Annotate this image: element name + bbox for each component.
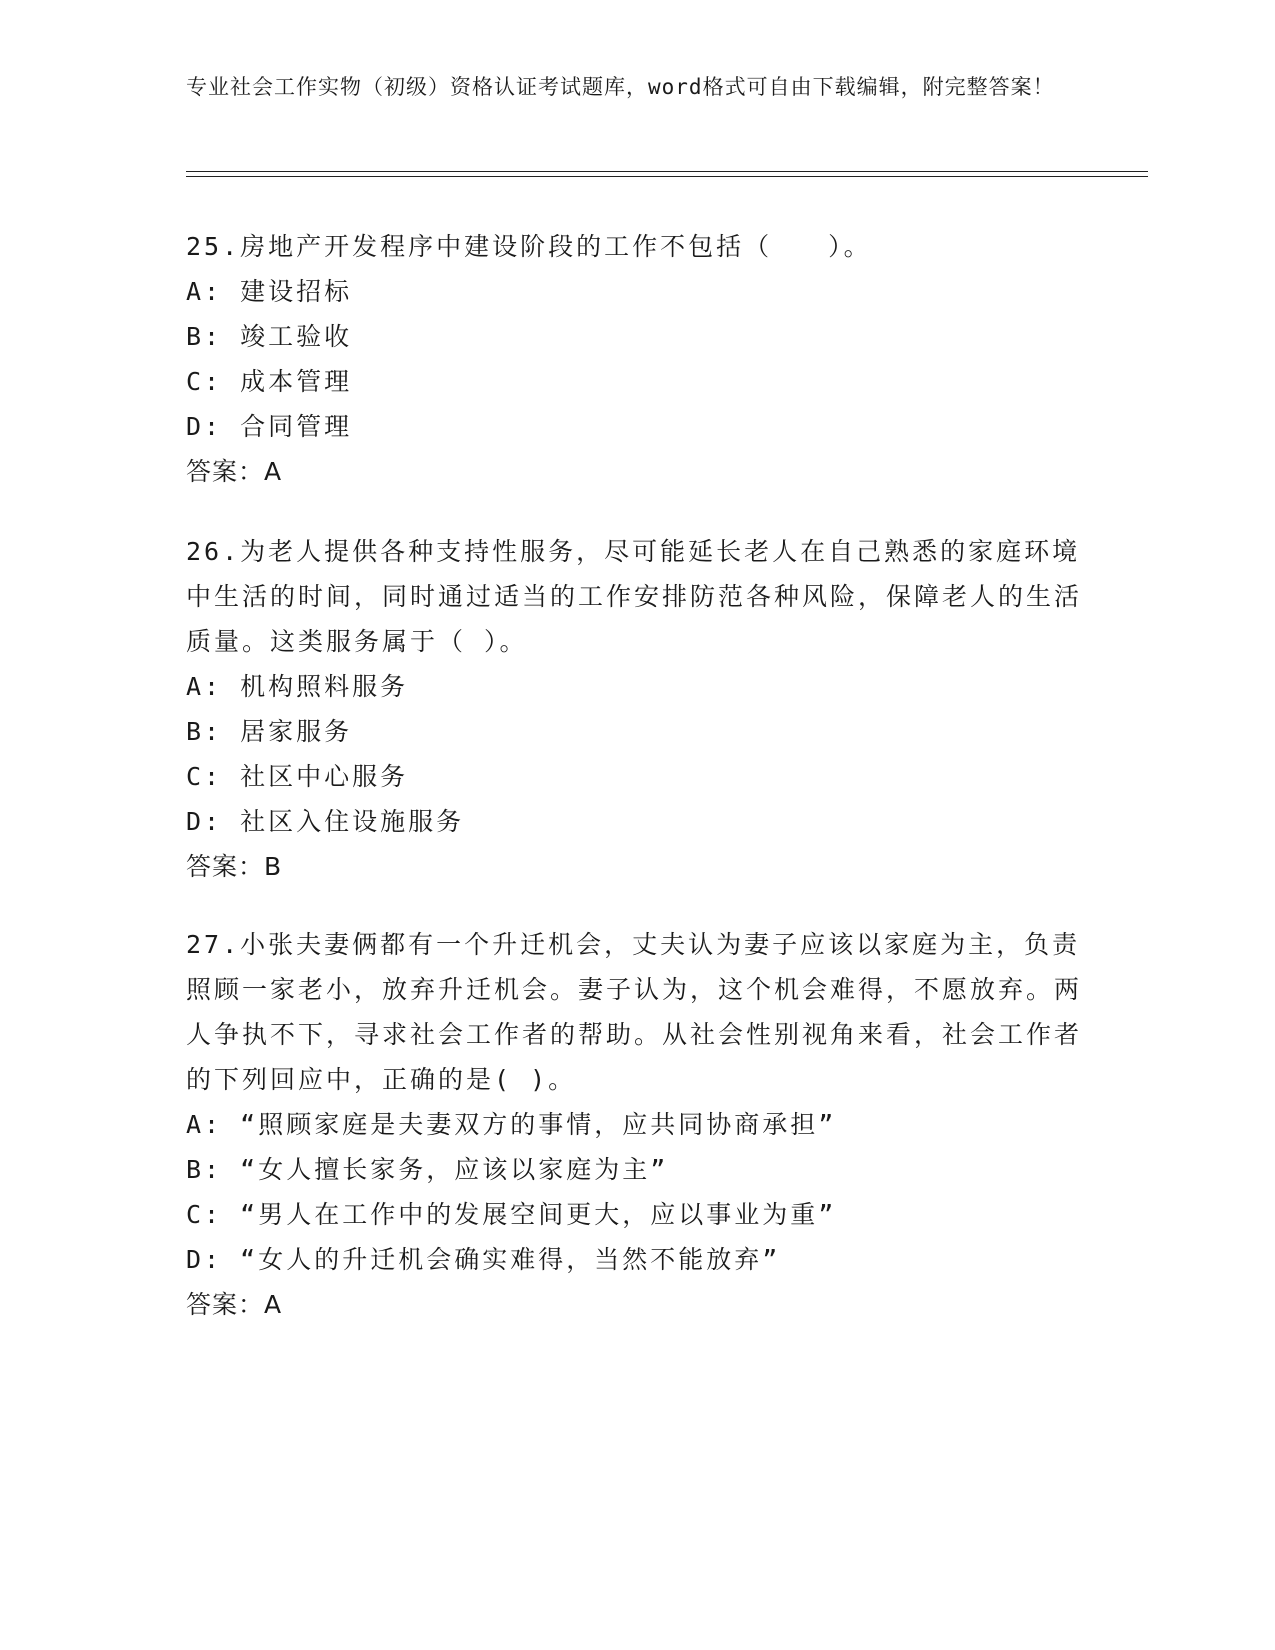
question-stem: 25.房地产开发程序中建设阶段的工作不包括（ ）。 <box>186 232 872 261</box>
option-a: A: 建设招标 <box>186 277 353 306</box>
answer: 答案：A <box>186 1290 283 1319</box>
option-a: A: 机构照料服务 <box>186 672 409 701</box>
option-d: D: 社区入住设施服务 <box>186 807 465 836</box>
option-d: D: “女人的升迁机会确实难得，当然不能放弃” <box>186 1245 781 1274</box>
option-c: C: 社区中心服务 <box>186 762 409 791</box>
header-rule-top <box>186 171 1148 172</box>
option-d: D: 合同管理 <box>186 412 353 441</box>
question-stem: 26.为老人提供各种支持性服务，尽可能延长老人在自己熟悉的家庭环境中生活的时间，同时通过适当的工作安排防范各种风险，保障老人的生活质量。这类服务属于（ ）。 <box>186 537 1083 656</box>
question-25 <box>186 224 1086 494</box>
answer: 答案：A <box>186 457 283 486</box>
header-rule-bottom <box>186 176 1148 177</box>
option-c: C: 成本管理 <box>186 367 353 396</box>
question-stem: 27.小张夫妻俩都有一个升迁机会，丈夫认为妻子应该以家庭为主，负责照顾一家老小，放弃升迁机会。妻子认为，这个机会难得，不愿放弃。两人争执不下，寻求社会工作者的帮助。从社会性别视角来看，社会工作者的下列回应中，正确的是( )。 <box>186 930 1083 1094</box>
document-header: 专业社会工作实物（初级）资格认证考试题库，word格式可自由下载编辑，附完整答案！ <box>186 75 1055 99</box>
option-b: B: 竣工验收 <box>186 322 353 351</box>
option-b: B: “女人擅长家务，应该以家庭为主” <box>186 1155 669 1184</box>
option-a: A: “照顾家庭是夫妻双方的事情，应共同协商承担” <box>186 1110 837 1139</box>
option-c: C: “男人在工作中的发展空间更大，应以事业为重” <box>186 1200 837 1229</box>
option-b: B: 居家服务 <box>186 717 353 746</box>
question-27 <box>186 922 1086 1327</box>
answer: 答案：B <box>186 852 283 881</box>
question-26 <box>186 529 1086 889</box>
